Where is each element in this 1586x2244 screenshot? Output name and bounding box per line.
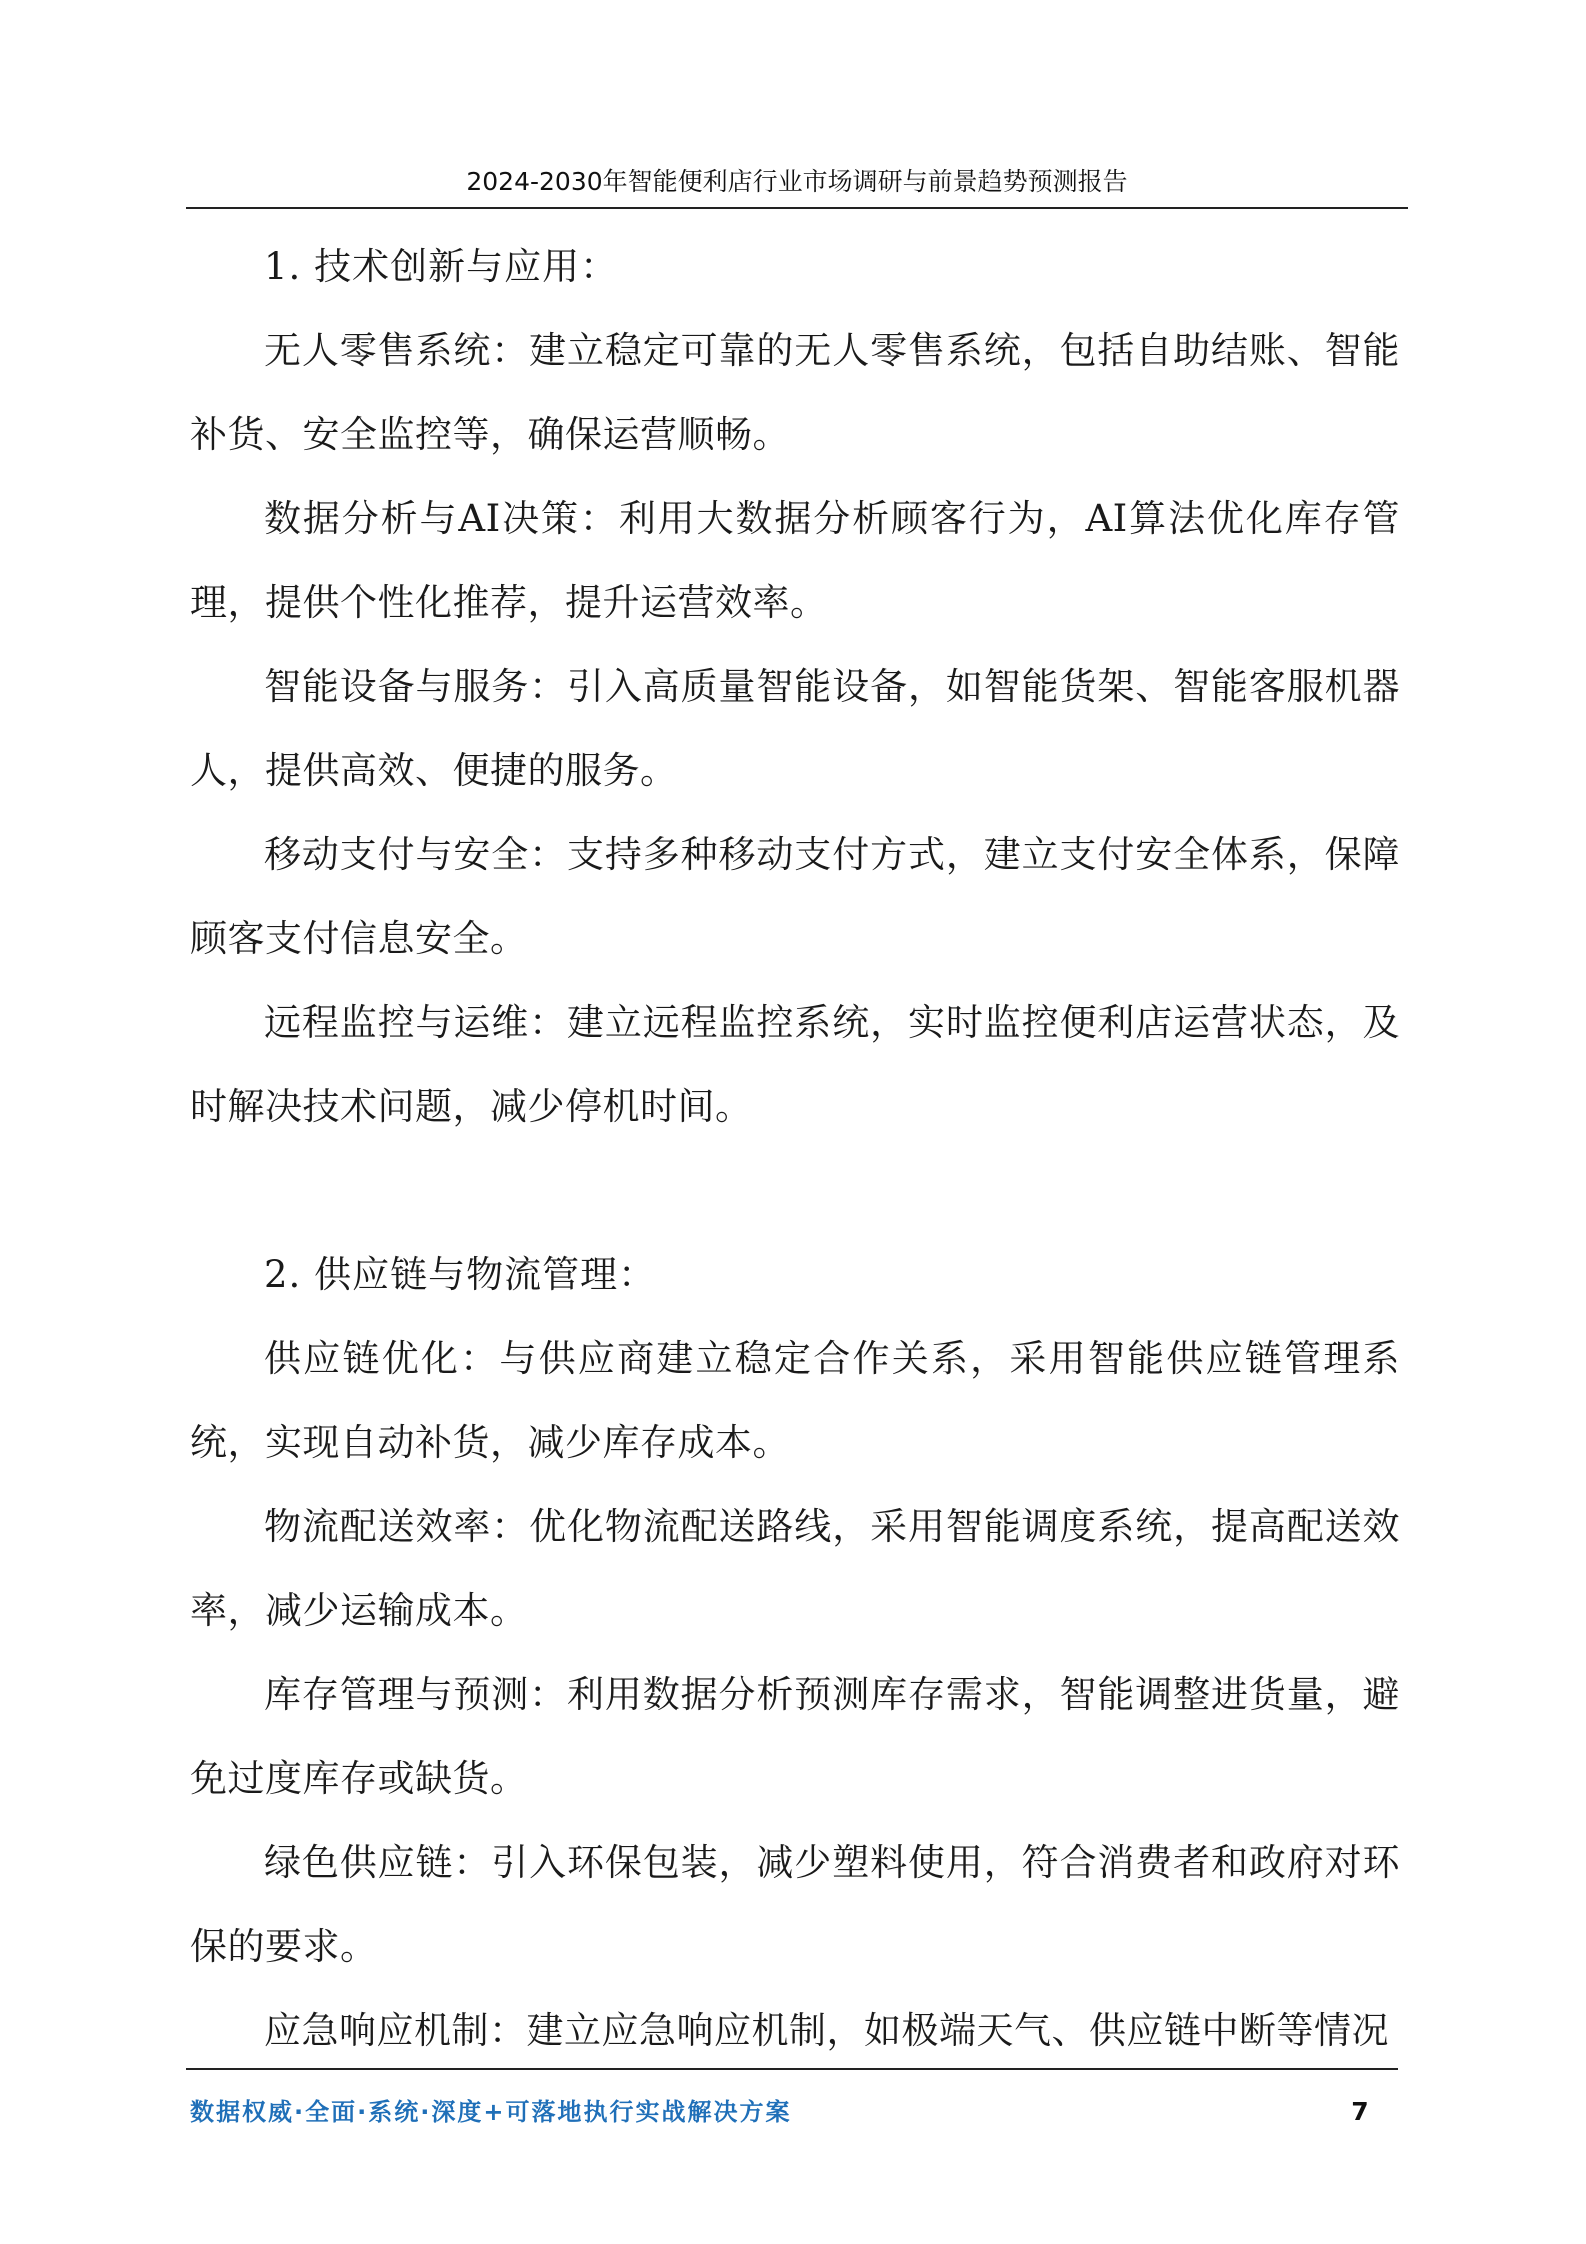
page-body	[190, 225, 1400, 2073]
paragraph: 智能设备与服务：引入高质量智能设备，如智能货架、智能客服机器人，提供高效、便捷的服务。	[190, 665, 1400, 792]
paragraph: 数据分析与AI决策：利用大数据分析顾客行为，AI算法优化库存管理，提供个性化推荐，提升运营效率。	[190, 497, 1400, 624]
section-tech-innovation	[190, 225, 1400, 1149]
footer-slogan: 数据权威·全面·系统·深度+可落地执行实战解决方案	[190, 2098, 792, 2126]
paragraph: 绿色供应链：引入环保包装，减少塑料使用，符合消费者和政府对环保的要求。	[190, 1841, 1400, 1968]
report-header-title: 2024-2030年智能便利店行业市场调研与前景趋势预测报告	[466, 167, 1128, 196]
paragraph: 库存管理与预测：利用数据分析预测库存需求，智能调整进货量，避免过度库存或缺货。	[190, 1673, 1400, 1800]
section-heading: 1. 技术创新与应用：	[264, 245, 619, 288]
paragraph: 应急响应机制：建立应急响应机制，如极端天气、供应链中断等情况	[264, 2009, 1389, 2052]
header-divider	[186, 207, 1408, 209]
section-heading: 2. 供应链与物流管理：	[264, 1253, 657, 1296]
section-spacer	[190, 1149, 1400, 1233]
paragraph: 物流配送效率：优化物流配送路线，采用智能调度系统，提高配送效率，减少运输成本。	[190, 1505, 1400, 1632]
section-supply-chain	[190, 1233, 1400, 2073]
paragraph: 无人零售系统：建立稳定可靠的无人零售系统，包括自助结账、智能补货、安全监控等，确保运营顺畅。	[190, 329, 1400, 456]
footer-divider	[186, 2068, 1398, 2070]
paragraph: 移动支付与安全：支持多种移动支付方式，建立支付安全体系，保障顾客支付信息安全。	[190, 833, 1400, 960]
paragraph: 供应链优化：与供应商建立稳定合作关系，采用智能供应链管理系统，实现自动补货，减少库存成本。	[190, 1337, 1400, 1464]
paragraph: 远程监控与运维：建立远程监控系统，实时监控便利店运营状态，及时解决技术问题，减少停机时间。	[190, 1001, 1400, 1128]
page-number: 7	[1351, 2097, 1369, 2126]
